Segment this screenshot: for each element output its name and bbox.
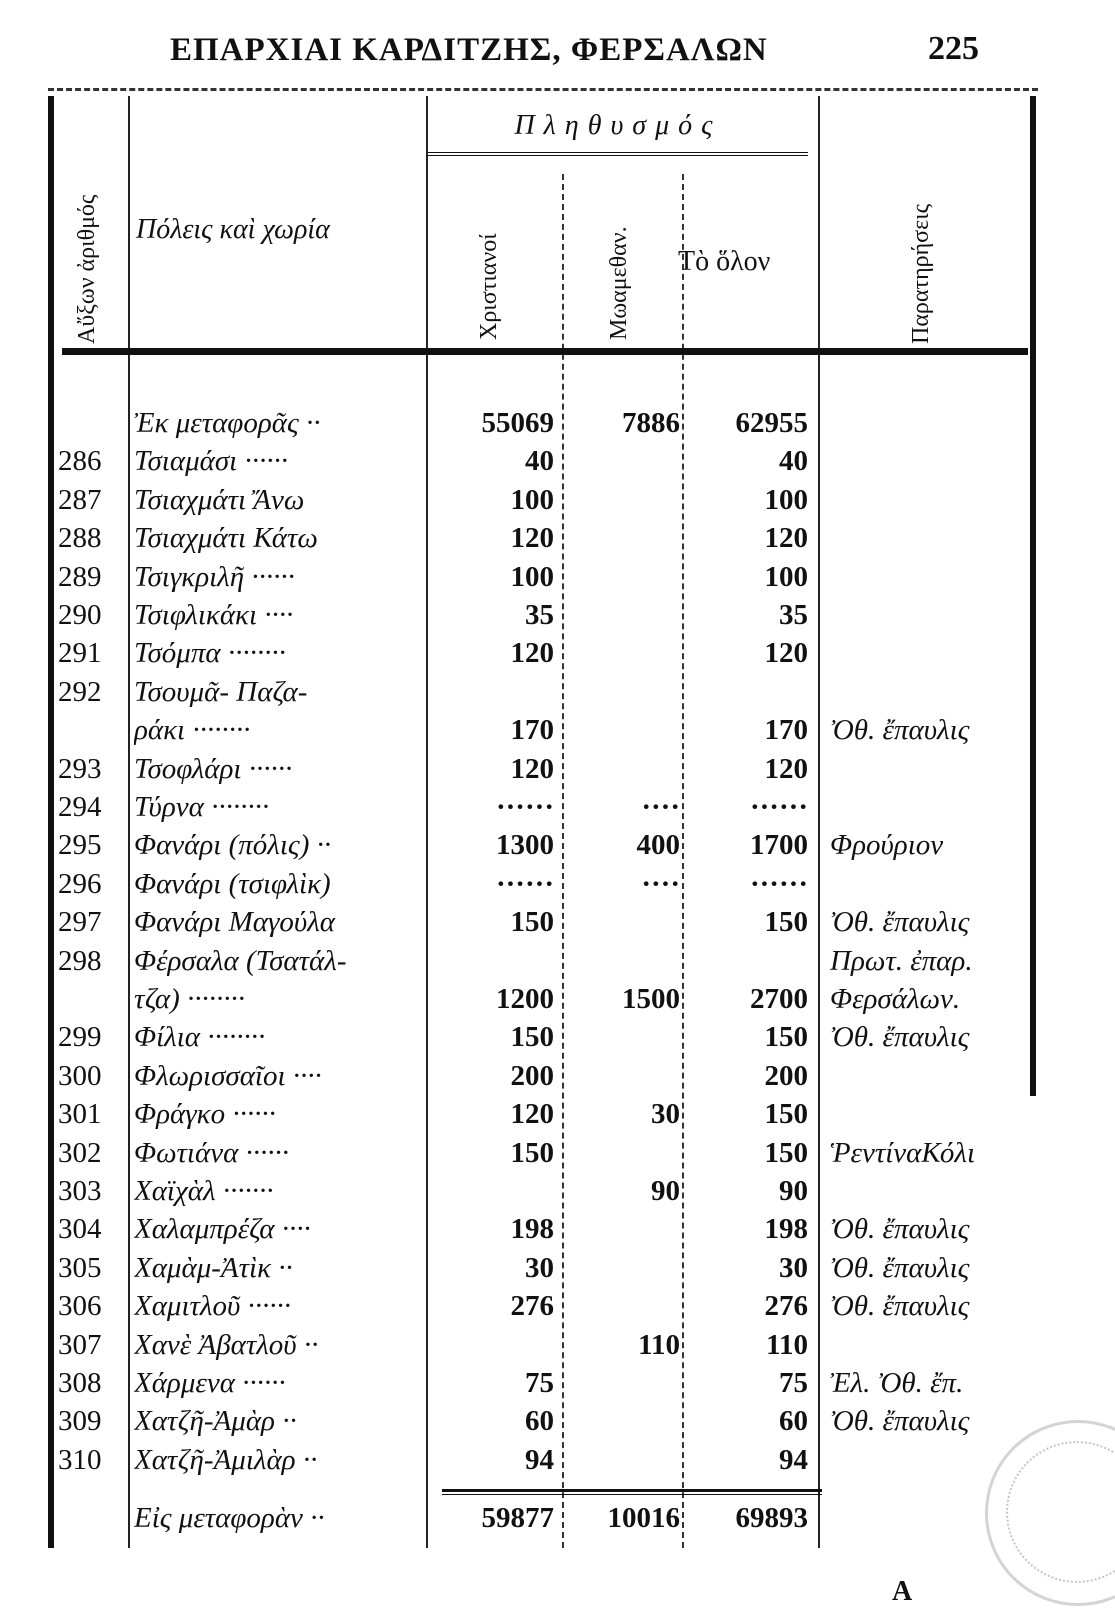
row-number: 294 — [58, 791, 102, 823]
total-count: 150 — [764, 1021, 808, 1054]
place-name: Χαμὰμ-Ἀτὶκ ·· — [134, 1251, 293, 1284]
total-row — [48, 1499, 1038, 1537]
place-name: Χάρμενα ······ — [134, 1367, 286, 1399]
row-number: 296 — [58, 867, 102, 900]
muslims-count: 110 — [638, 1328, 680, 1361]
table-row — [48, 1172, 1038, 1210]
muslims-count: ···· — [641, 867, 680, 900]
place-name: Φανάρι (τσιφλὶκ) — [134, 867, 331, 900]
remark: Φρούριον — [830, 829, 944, 862]
muslims-count: 7886 — [622, 407, 680, 439]
place-name: Τσιαμάσι ······ — [134, 445, 288, 478]
top-rule — [48, 88, 1038, 91]
christians-count: 150 — [510, 1136, 554, 1169]
place-name: Τύρνα ········ — [134, 791, 270, 823]
muslims-count: 400 — [636, 829, 680, 862]
table-row — [48, 903, 1038, 941]
christians-count: 35 — [525, 599, 554, 631]
place-name: Χατζῆ-Ἀμιλὰρ ·· — [134, 1443, 318, 1476]
table-row — [48, 1210, 1038, 1248]
remark: Φερσάλων. — [830, 983, 961, 1015]
place-name: Τσόμπα ········ — [134, 637, 286, 670]
row-number: 287 — [58, 483, 102, 516]
place-name: Τσιφλικάκι ···· — [134, 599, 294, 631]
christians-count: 100 — [510, 483, 554, 516]
table-row — [48, 1018, 1038, 1056]
christians-count: 276 — [510, 1290, 554, 1323]
table-row — [48, 404, 1038, 442]
total-count: 90 — [779, 1175, 808, 1207]
row-number: 293 — [58, 752, 102, 785]
table-row — [48, 1095, 1038, 1133]
table-row — [48, 1441, 1038, 1479]
table-row — [48, 1364, 1038, 1402]
total-count: 150 — [764, 906, 808, 939]
total-count: 276 — [764, 1290, 808, 1323]
table-row — [48, 1326, 1038, 1364]
row-number: 298 — [58, 944, 102, 977]
row-number: 304 — [58, 1213, 102, 1246]
row-number: 308 — [58, 1367, 102, 1399]
row-number: 310 — [58, 1443, 102, 1476]
christians-count: 150 — [510, 906, 554, 939]
place-name: Φανάρι Μαγούλα — [134, 906, 336, 939]
muslims-count: ···· — [641, 791, 680, 823]
table-row — [48, 1402, 1038, 1440]
table-row — [48, 673, 1038, 711]
row-number: 301 — [58, 1098, 102, 1131]
row-number: 292 — [58, 675, 102, 708]
total-count: 35 — [779, 599, 808, 631]
row-number: 303 — [58, 1175, 102, 1207]
total-count: 94 — [779, 1443, 808, 1476]
row-number: 288 — [58, 522, 102, 555]
christians-count: 100 — [510, 560, 554, 593]
total-count: ······ — [749, 791, 808, 823]
population-table — [48, 96, 1038, 1548]
place-name: ράκι ········ — [134, 714, 251, 747]
place-name: Τσοφλάρι ······ — [134, 752, 293, 785]
christians-count: 75 — [525, 1367, 554, 1399]
total-count: 120 — [764, 522, 808, 555]
table-row — [48, 1249, 1038, 1287]
place-name: Τσιαχμάτι Ἄνω — [134, 483, 305, 516]
place-name: Τσουμᾶ- Παζα- — [134, 675, 308, 708]
table-row — [48, 750, 1038, 788]
total-count: 30 — [779, 1251, 808, 1284]
place-name: Φράγκο ······ — [134, 1098, 276, 1131]
table-row — [48, 634, 1038, 672]
place-name: Χανὲ Ἀβατλοῦ ·· — [134, 1328, 319, 1361]
muslims-count: 30 — [651, 1098, 680, 1131]
table-row — [48, 1134, 1038, 1172]
place-name: Χαμιτλοῦ ······ — [134, 1290, 292, 1323]
place-name: Χαλαμπρέζα ···· — [134, 1213, 311, 1246]
table-row — [48, 481, 1038, 519]
place-name: Φέρσαλα (Τσατάλ- — [134, 944, 347, 977]
table-row — [48, 1057, 1038, 1095]
total-count: ······ — [749, 867, 808, 900]
total-count: 60 — [779, 1405, 808, 1438]
christians-count: 120 — [510, 1098, 554, 1131]
row-number: 300 — [58, 1059, 102, 1092]
remark: Πρωτ. ἐπαρ. — [830, 944, 973, 977]
christians-count: 30 — [525, 1251, 554, 1284]
total-count: 2700 — [750, 983, 808, 1015]
christians-count: 198 — [510, 1213, 554, 1246]
muslims-count: 1500 — [622, 983, 680, 1015]
header-places: Πόλεις καὶ χωρία — [136, 214, 330, 245]
header-population: Πληθυσμός — [514, 110, 722, 141]
seal-inner-ring — [1006, 1441, 1115, 1583]
total-count: 120 — [764, 637, 808, 670]
header-christians: Χριστιανοί — [476, 233, 502, 340]
table-row — [48, 558, 1038, 596]
christians-count: ······ — [495, 791, 554, 823]
remark: Ὀθ. ἔπαυλις — [830, 1405, 970, 1438]
page-number: 225 — [928, 30, 979, 67]
remark: Ὀθ. ἔπαυλις — [830, 714, 970, 747]
total-count: 150 — [764, 1136, 808, 1169]
muslims-total: 10016 — [607, 1502, 680, 1535]
total-rule-thin — [442, 1494, 822, 1495]
total-count: 100 — [764, 483, 808, 516]
row-number: 305 — [58, 1251, 102, 1284]
total-rule — [442, 1489, 822, 1492]
christians-count: 94 — [525, 1443, 554, 1476]
total-count: 62955 — [735, 407, 808, 439]
place-name: Χαϊχὰλ ······· — [134, 1175, 274, 1207]
row-number: 291 — [58, 637, 102, 670]
remark: Ὀθ. ἔπαυλις — [830, 906, 970, 939]
population-underline — [428, 152, 808, 156]
remark: Ὀθ. ἔπαυλις — [830, 1251, 970, 1284]
row-number: 307 — [58, 1328, 102, 1361]
christians-total: 59877 — [481, 1502, 554, 1535]
remark: Ὀθ. ἔπαυλις — [830, 1213, 970, 1246]
place-name: Φανάρι (πόλις) ·· — [134, 829, 332, 862]
total-count: 170 — [764, 714, 808, 747]
place-name: Φίλια ········ — [134, 1021, 266, 1054]
header-serial-number: Αὔξων ἀριθμός — [74, 194, 100, 344]
table-row — [48, 788, 1038, 826]
place-name: Ἐκ μεταφορᾶς ·· — [134, 407, 321, 439]
total-count: 100 — [764, 560, 808, 593]
total-count: 120 — [764, 752, 808, 785]
header-remarks: Παρατηρήσεις — [908, 203, 934, 344]
header-muslims: Μωαμεθαν. — [606, 226, 632, 340]
row-number: 289 — [58, 560, 102, 593]
table-row — [48, 519, 1038, 557]
table-row — [48, 711, 1038, 749]
row-number: 295 — [58, 829, 102, 862]
christians-count: 40 — [525, 445, 554, 478]
christians-count: 120 — [510, 522, 554, 555]
row-number: 306 — [58, 1290, 102, 1323]
christians-count: 200 — [510, 1059, 554, 1092]
total-count: 198 — [764, 1213, 808, 1246]
place-name: Χατζῆ-Ἀμὰρ ·· — [134, 1405, 297, 1438]
place-name: τζα) ········ — [134, 983, 246, 1015]
total-label: Εἰς μεταφορὰν ·· — [134, 1502, 325, 1535]
table-row — [48, 942, 1038, 980]
total-count: 40 — [779, 445, 808, 478]
total-count: 1700 — [750, 829, 808, 862]
row-number: 286 — [58, 445, 102, 478]
total-count: 150 — [764, 1098, 808, 1131]
place-name: Φλωρισσαῖοι ···· — [134, 1059, 322, 1092]
table-row — [48, 1287, 1038, 1325]
christians-count: 1200 — [496, 983, 554, 1015]
christians-count: 1300 — [496, 829, 554, 862]
remark: Ὀθ. ἔπαυλις — [830, 1021, 970, 1054]
table-row — [48, 442, 1038, 480]
row-number: 299 — [58, 1021, 102, 1054]
christians-count: ······ — [495, 867, 554, 900]
footer-signature-mark: Α — [892, 1576, 913, 1607]
total-count: 110 — [766, 1328, 808, 1361]
table-row — [48, 865, 1038, 903]
total-count: 75 — [779, 1367, 808, 1399]
row-number: 302 — [58, 1136, 102, 1169]
total-count: 200 — [764, 1059, 808, 1092]
place-name: Τσιαχμάτι Κάτω — [134, 522, 318, 555]
row-number: 309 — [58, 1405, 102, 1438]
table-row — [48, 826, 1038, 864]
page-title: ΕΠΑΡΧΙΑΙ ΚΑΡΔΙΤΖΗΣ, ΦΕΡΣΑΛΩΝ — [170, 32, 768, 68]
remark: Ἐλ. Ὀθ. ἔπ. — [830, 1367, 964, 1399]
row-number: 290 — [58, 599, 102, 631]
place-name: Φωτιάνα ······ — [134, 1136, 290, 1169]
table-row — [48, 596, 1038, 634]
header-total: Τὸ ὅλον — [678, 246, 771, 277]
page-header — [0, 22, 1115, 82]
row-number: 297 — [58, 906, 102, 939]
christians-count: 170 — [510, 714, 554, 747]
muslims-count: 90 — [651, 1175, 680, 1207]
christians-count: 150 — [510, 1021, 554, 1054]
christians-count: 60 — [525, 1405, 554, 1438]
remark: Ὀθ. ἔπαυλις — [830, 1290, 970, 1323]
remark: ῬεντίναΚόλι — [830, 1136, 975, 1169]
header-separator — [62, 348, 1028, 355]
christians-count: 55069 — [481, 407, 554, 439]
christians-count: 120 — [510, 637, 554, 670]
table-row — [48, 980, 1038, 1018]
grand-total: 69893 — [735, 1502, 808, 1535]
place-name: Τσιγκριλῆ ······ — [134, 560, 295, 593]
christians-count: 120 — [510, 752, 554, 785]
